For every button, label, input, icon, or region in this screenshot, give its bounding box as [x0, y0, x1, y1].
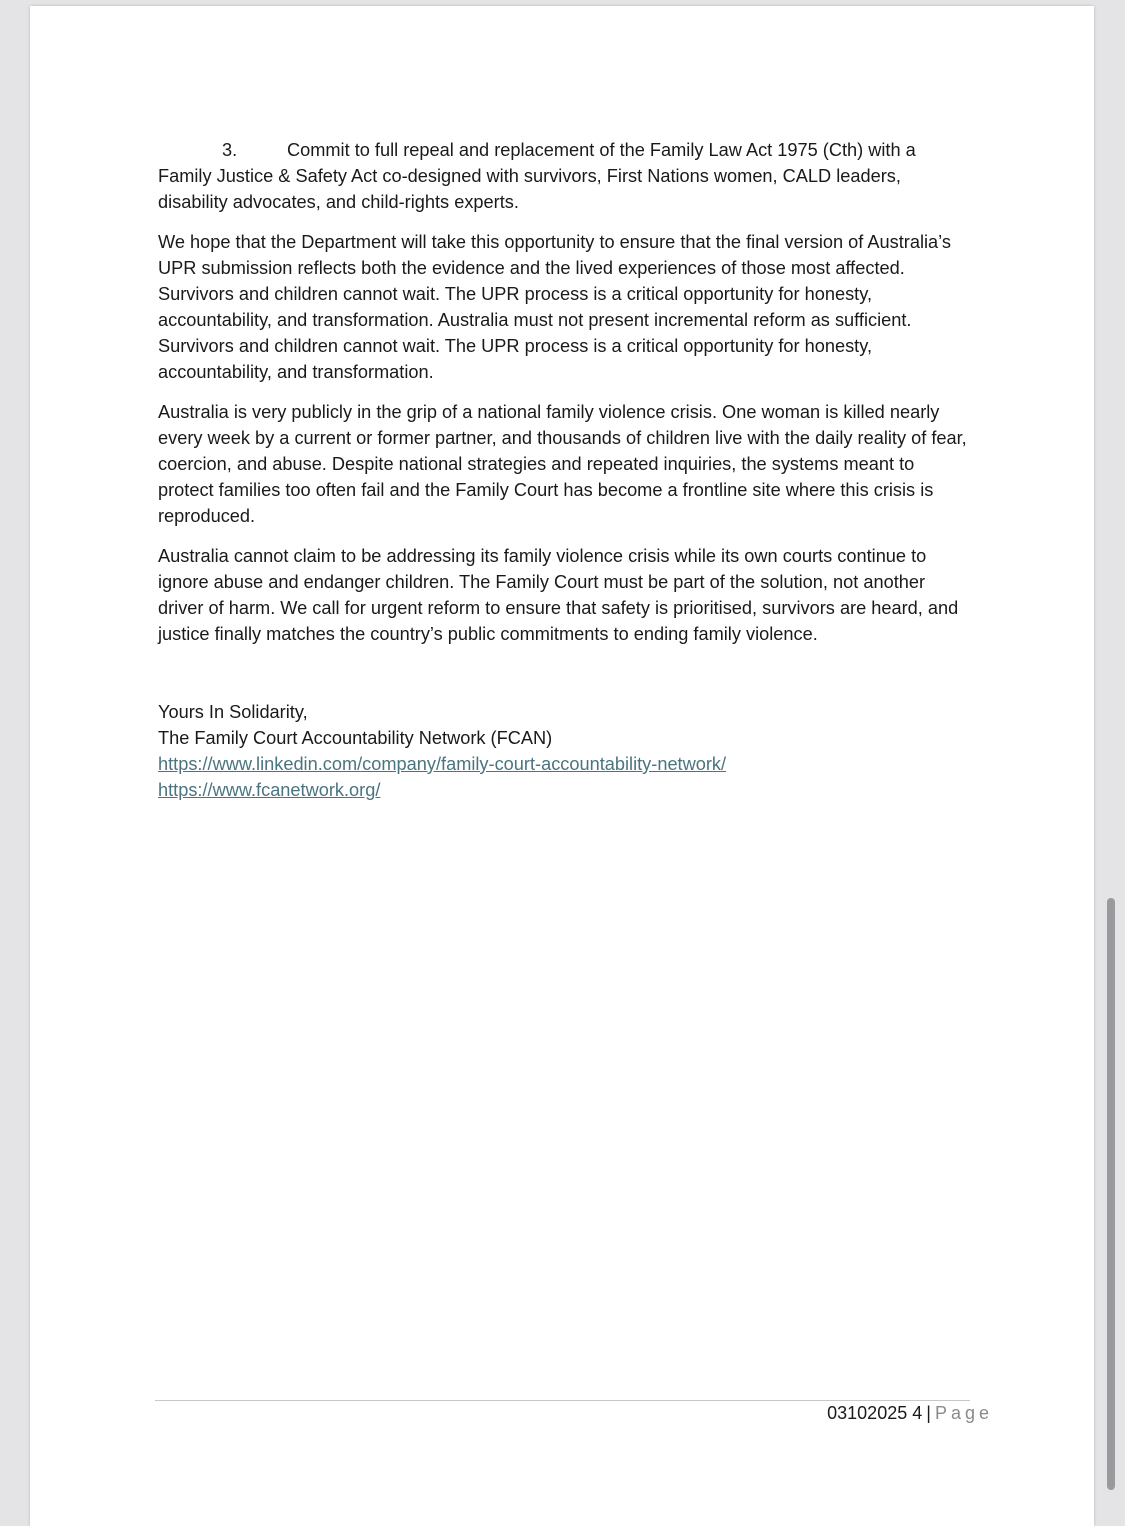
list-item-text: Commit to full repeal and replacement of the Family Law Act 1975 (Cth) with a Family Justice & Safety Act co-designed with survivors, First Nations women, CALD leaders, disability advocates, and child-rights experts. [158, 140, 916, 212]
list-item-number: 3. [222, 140, 238, 160]
linkedin-link[interactable]: https://www.linkedin.com/company/family-court-accountability-network/ [158, 754, 727, 774]
closing-line: Yours In Solidarity, [158, 702, 308, 722]
page-footer [827, 1403, 993, 1424]
website-link[interactable]: https://www.fcanetwork.org/ [158, 780, 381, 800]
scrollbar-thumb[interactable] [1107, 898, 1115, 1490]
organisation-name: The Family Court Accountability Network (FCAN) [158, 728, 553, 748]
paragraph-court-reform: Australia cannot claim to be addressing its family violence crisis while its own courts continue to ignore abuse and endanger children. The Family Court must be part of the solution, not another driver of harm. We call for urgent reform to ensure that safety is prioritised, survivors are heard, and justice finally matches the country’s public commitments to ending family violence. [158, 546, 959, 644]
footer-page-label: Page [934, 1403, 993, 1423]
document-page [30, 6, 1094, 1526]
footer-page-number: 4 [912, 1403, 923, 1423]
paragraph-violence-crisis: Australia is very publicly in the grip of a national family violence crisis. One woman is killed nearly every week by a current or former partner, and thousands of children live with the daily reality of fear, coercion, and abuse. Despite national strategies and repeated inquiries, the systems meant to protect families too often fail and the Family Court has become a frontline site where this crisis is reproduced. [158, 402, 967, 526]
footer-divider [155, 1400, 970, 1401]
page-body [158, 137, 973, 803]
signoff-block [158, 699, 973, 803]
footer-doc-code: 03102025 [827, 1403, 908, 1423]
footer-separator: | [926, 1403, 931, 1423]
paragraph-upr-submission: We hope that the Department will take this opportunity to ensure that the final version of Australia’s UPR submission reflects both the evidence and the lived experiences of those most affected. Survivors and children cannot wait. The UPR process is a critical opportunity for honesty, accountability, and transformation. Australia must not present incremental reform as sufficient. Survivors and children cannot wait. The UPR process is a critical opportunity for honesty, accountability, and transformation. [158, 232, 951, 382]
numbered-list-item [158, 137, 973, 215]
